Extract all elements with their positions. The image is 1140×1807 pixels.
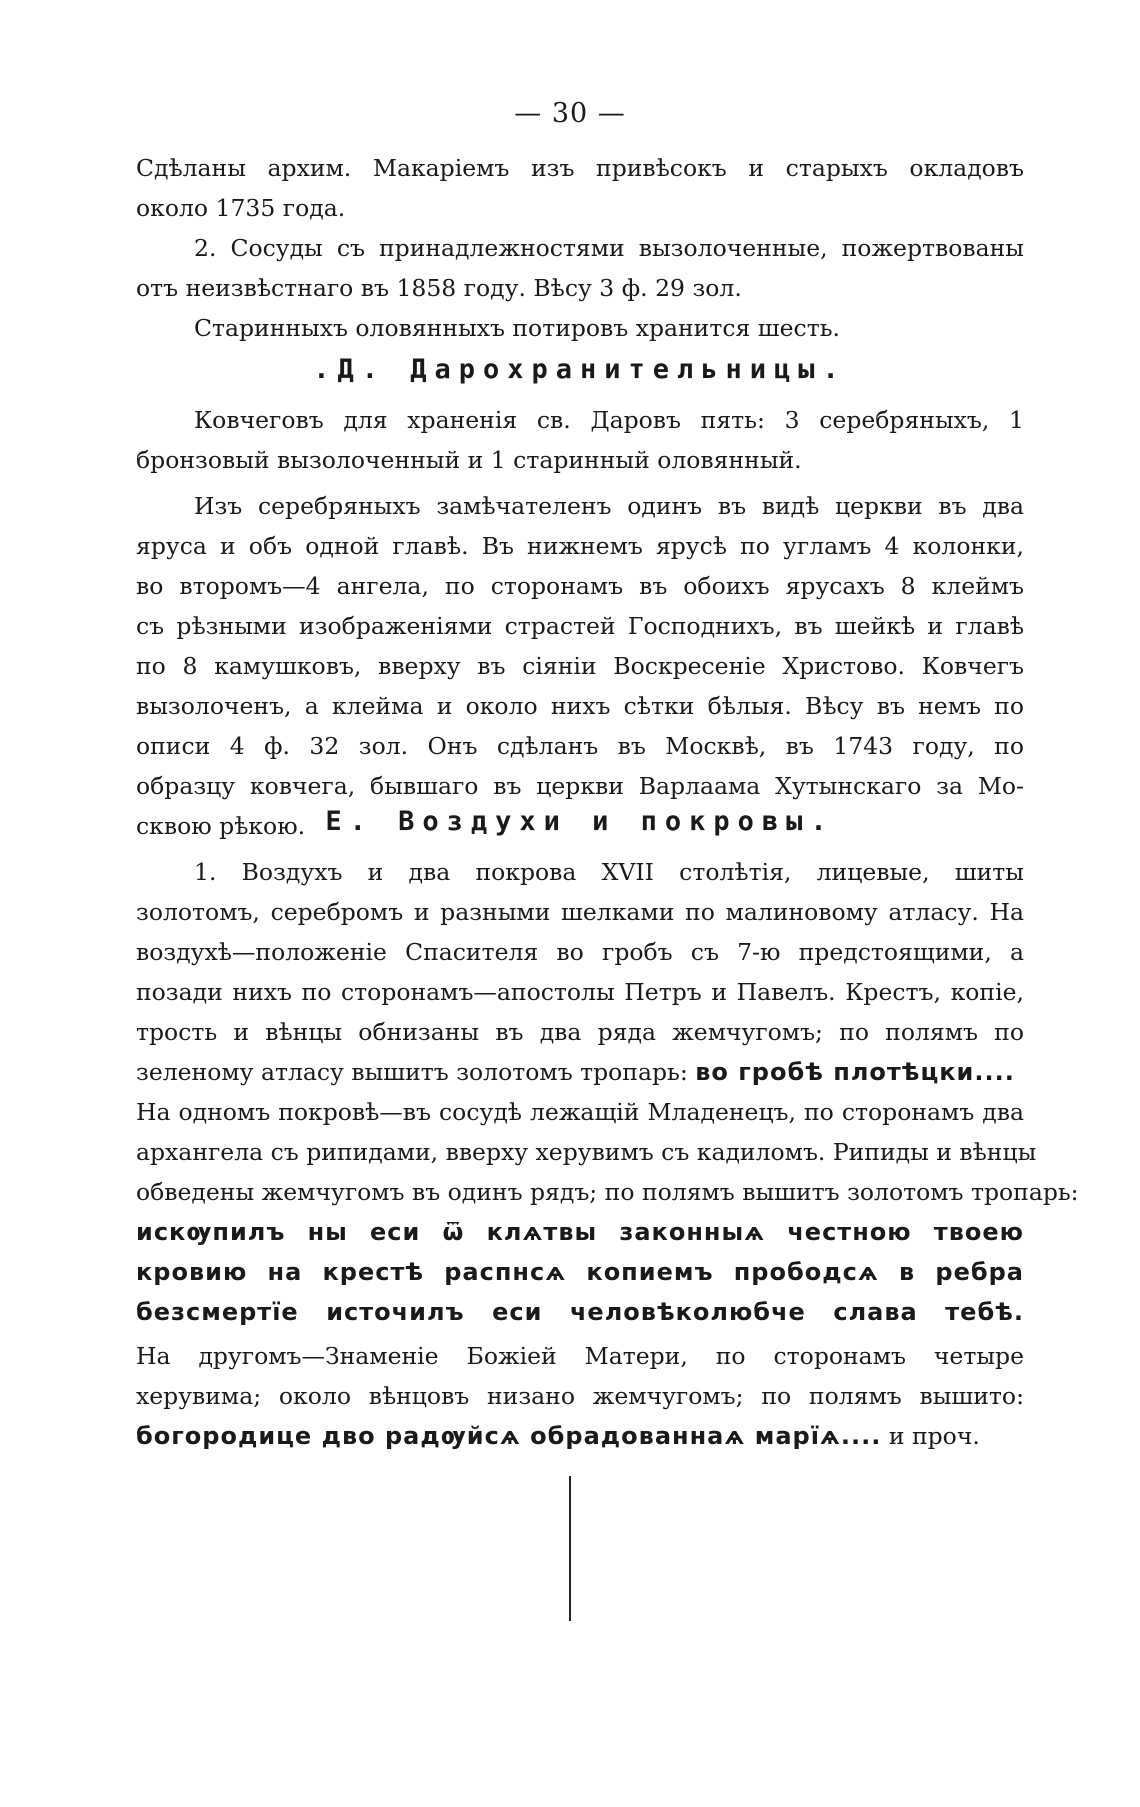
text-line: Ковчеговъ для храненія св. Даровъ пять: 3 серебряныхъ, 1: [194, 406, 1024, 434]
section-d: [136, 350, 1024, 390]
text-line: вызолоченъ, а клейма и около нихъ сѣтки бѣлыя. Вѣсу въ немъ по: [136, 692, 1024, 720]
text-line: Старинныхъ оловянныхъ потировъ хранится шесть.: [194, 314, 840, 342]
slavonic-line: безсмертїе источилъ еси человѣколюбче слава тебѣ.: [136, 1298, 1024, 1326]
text-line: На другомъ—Знаменіе Божіей Матери, по сторонамъ четыре: [136, 1342, 1024, 1370]
section-e-body: [136, 852, 1079, 1456]
text-line: образцу ковчега, бывшаго въ церкви Варлаама Хутынскаго за Мо-: [136, 772, 1024, 800]
slavonic-text: во гробѣ плотѣцки....: [695, 1058, 1015, 1086]
text-line: съ рѣзными изображеніями страстей Господнихъ, въ шейкѣ и главѣ: [136, 612, 1024, 640]
section-d-intro: [136, 148, 1024, 348]
section-e: [136, 802, 1024, 842]
text-line: воздухѣ—положеніе Спасителя во гробъ съ 7-ю предстоящими, а: [136, 938, 1024, 966]
slavonic-line: искѹпилъ ны еси ѿ клѧтвы законныѧ честною твоею: [136, 1218, 1024, 1246]
troparion-line: [136, 1052, 1024, 1092]
text-line: обведены жемчугомъ въ одинъ рядъ; по полямъ вышитъ золотомъ тропарь:: [136, 1178, 1079, 1206]
text-line: описи 4 ф. 32 зол. Онъ сдѣланъ въ Москвѣ, въ 1743 году, по: [136, 732, 1024, 760]
text-line: бронзовый вызолоченный и 1 старинный оловянный.: [136, 446, 802, 474]
text-line: около 1735 года.: [136, 194, 346, 222]
text-line: по 8 камушковъ, вверху въ сіяніи Воскресеніе Христово. Ковчегъ: [136, 652, 1024, 680]
text-line: яруса и объ одной главѣ. Въ нижнемъ ярусѣ по угламъ 4 колонки,: [136, 532, 1024, 560]
text-line: трость и вѣнцы обнизаны въ два ряда жемчугомъ; по полямъ по: [136, 1018, 1024, 1046]
text-line: На одномъ покровѣ—въ сосудѣ лежащій Младенецъ, по сторонамъ два: [136, 1098, 1024, 1126]
slavonic-line: кровию на крестѣ распнсѧ копиемъ прободсѧ в ребра: [136, 1258, 1024, 1286]
text-line: отъ неизвѣстнаго въ 1858 году. Вѣсу 3 ф. 29 зол.: [136, 274, 742, 302]
text-line: архангела съ рипидами, вверху херувимъ съ кадиломъ. Рипиды и вѣнцы: [136, 1138, 1037, 1166]
scan-mark: [569, 1476, 571, 1621]
text-line: во второмъ—4 ангела, по сторонамъ въ обоихъ ярусахъ 8 клеймъ: [136, 572, 1024, 600]
text-line: сквою рѣкою.: [136, 812, 306, 840]
section-heading-e: Е. Воздухи и покровы.: [325, 806, 835, 837]
text-line: 2. Сосуды съ принадлежностями вызолоченные, пожертвованы: [194, 234, 1024, 262]
final-line: [136, 1416, 1024, 1456]
text-line: золотомъ, серебромъ и разными шелками по малиновому атласу. На: [136, 898, 1024, 926]
slavonic-text: богородице дво радѹйсѧ обрадованнаѧ марїѧ....: [136, 1422, 882, 1450]
page-number: — 30 —: [514, 98, 626, 129]
section-d-body: [136, 400, 1024, 846]
text-line: 1. Воздухъ и два покрова XVII столѣтія, лицевые, шиты: [194, 858, 1024, 886]
text-line: позади нихъ по сторонамъ—апостолы Петръ и Павелъ. Крестъ, копіе,: [136, 978, 1024, 1006]
text-line: Сдѣланы архим. Макаріемъ изъ привѣсокъ и старыхъ окладовъ: [136, 154, 1024, 182]
text-span: и проч.: [888, 1422, 980, 1450]
text-span: зеленому атласу вышитъ золотомъ тропарь:: [136, 1058, 688, 1086]
section-heading-d: .Д. Дарохранительницы.: [313, 354, 847, 385]
text-line: херувима; около вѣнцовъ низано жемчугомъ; по полямъ вышито:: [136, 1382, 1024, 1410]
text-line: Изъ серебряныхъ замѣчателенъ одинъ въ видѣ церкви въ два: [194, 492, 1024, 520]
